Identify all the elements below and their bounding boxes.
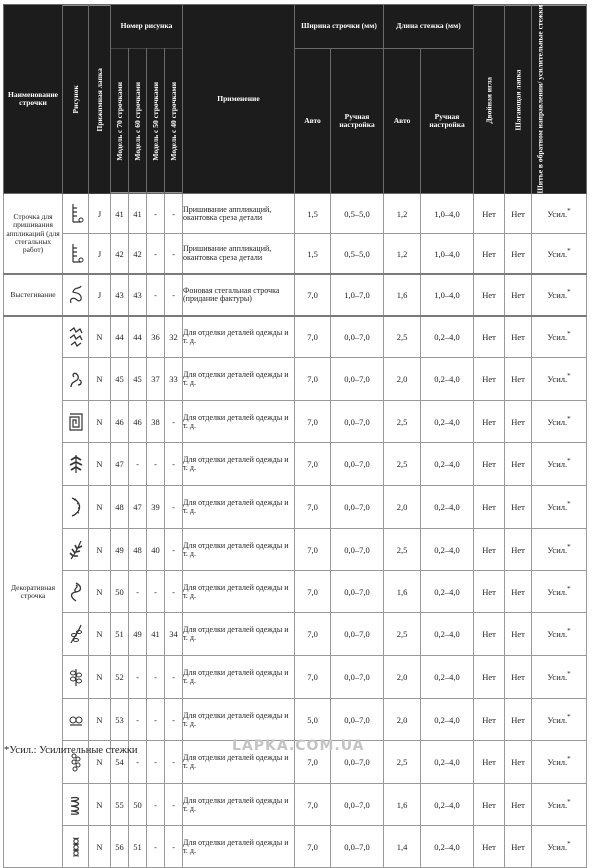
reinforce-cell — [532, 784, 587, 826]
width-auto-cell: 7,0 — [295, 274, 331, 316]
application-cell: Для отделки деталей одежды и т. д. — [183, 571, 295, 613]
header-model50: Модель с 50 строчками — [147, 48, 165, 194]
twin-needle-cell: Нет — [474, 656, 505, 699]
width-auto-cell: 7,0 — [295, 826, 331, 868]
width-auto-cell: 1,5 — [295, 194, 331, 234]
model40-cell: - — [165, 529, 183, 571]
width-manual-cell: 0,0–7,0 — [331, 826, 384, 868]
reinforce-text: Усил. — [547, 248, 568, 259]
asterisk-mark: * — [567, 670, 571, 679]
reinforce-text: Усил. — [547, 799, 568, 810]
application-cell: Для отделки деталей одежды и т. д. — [183, 826, 295, 868]
asterisk-mark: * — [567, 713, 571, 722]
model50-cell: - — [147, 443, 165, 486]
header-length-group: Длина стежка (мм) — [384, 5, 474, 49]
twin-needle-cell: Нет — [474, 358, 505, 401]
model70-cell: 41 — [111, 194, 129, 234]
width-auto-cell: 1,5 — [295, 234, 331, 274]
twin-needle-cell: Нет — [474, 699, 505, 741]
length-manual-cell: 0,2–4,0 — [421, 529, 474, 571]
stitch-row — [4, 699, 587, 741]
width-manual-cell: 0,5–5,0 — [331, 234, 384, 274]
model40-cell: - — [165, 826, 183, 868]
reinforce-cell — [532, 741, 587, 784]
model50-cell: - — [147, 699, 165, 741]
model70-cell: 43 — [111, 274, 129, 316]
length-auto-cell: 2,5 — [384, 443, 421, 486]
header-name: Наименование строчки — [4, 5, 63, 194]
model70-cell: 54 — [111, 741, 129, 784]
walking-foot-cell: Нет — [505, 529, 532, 571]
stitch-row — [4, 443, 587, 486]
group-quilting: Выстегивание — [4, 274, 63, 316]
length-auto-cell: 2,0 — [384, 486, 421, 529]
model70-cell: 45 — [111, 358, 129, 401]
stipple-stitch-icon — [63, 274, 89, 316]
length-manual-cell: 1,0–4,0 — [421, 234, 474, 274]
length-manual-cell: 0,2–4,0 — [421, 656, 474, 699]
asterisk-mark: * — [567, 798, 571, 807]
walking-foot-cell: Нет — [505, 316, 532, 358]
application-cell: Для отделки деталей одежды и т. д. — [183, 784, 295, 826]
header-foot: Прижимная лапка — [89, 5, 111, 194]
stitch-row — [4, 571, 587, 613]
header-width-manual: Ручная настройка — [331, 48, 384, 194]
model70-cell: 55 — [111, 784, 129, 826]
reinforce-text: Усил. — [547, 672, 568, 683]
walking-foot-cell: Нет — [505, 274, 532, 316]
model60-cell: 46 — [129, 401, 147, 443]
length-auto-cell: 2,5 — [384, 401, 421, 443]
vine-pattern-icon — [63, 613, 89, 656]
asterisk-mark: * — [567, 627, 571, 636]
header-model40: Модель с 40 строчками — [165, 48, 183, 194]
twin-needle-cell: Нет — [474, 316, 505, 358]
model70-cell: 56 — [111, 826, 129, 868]
model50-cell: - — [147, 194, 165, 234]
length-auto-cell: 1,6 — [384, 274, 421, 316]
model70-cell: 53 — [111, 699, 129, 741]
width-manual-cell: 1,0–7,0 — [331, 274, 384, 316]
twin-needle-cell: Нет — [474, 529, 505, 571]
width-manual-cell: 0,0–7,0 — [331, 741, 384, 784]
length-auto-cell: 2,5 — [384, 316, 421, 358]
stitch-row — [4, 784, 587, 826]
width-auto-cell: 7,0 — [295, 656, 331, 699]
applique-stitch-icon — [63, 194, 89, 234]
width-auto-cell: 7,0 — [295, 529, 331, 571]
asterisk-mark: * — [567, 330, 571, 339]
stitch-row — [4, 401, 587, 443]
length-auto-cell: 2,5 — [384, 613, 421, 656]
reinforce-cell — [532, 234, 587, 274]
feather-pattern-icon — [63, 443, 89, 486]
reinforce-cell — [532, 656, 587, 699]
foot-cell: N — [89, 316, 111, 358]
width-manual-cell: 0,0–7,0 — [331, 699, 384, 741]
length-manual-cell: 1,0–4,0 — [421, 274, 474, 316]
foot-cell: N — [89, 571, 111, 613]
model60-cell: - — [129, 741, 147, 784]
asterisk-mark: * — [567, 415, 571, 424]
model50-cell: - — [147, 784, 165, 826]
reinforce-cell — [532, 274, 587, 316]
twin-needle-cell: Нет — [474, 486, 505, 529]
model50-cell: - — [147, 571, 165, 613]
model70-cell: 48 — [111, 486, 129, 529]
foot-cell: N — [89, 443, 111, 486]
width-manual-cell: 0,0–7,0 — [331, 316, 384, 358]
model50-cell: 36 — [147, 316, 165, 358]
reinforce-text: Усил. — [547, 502, 568, 513]
header-model70: Модель с 70 строчками — [111, 48, 129, 194]
asterisk-mark: * — [567, 288, 571, 297]
model70-cell: 44 — [111, 316, 129, 358]
model60-cell: - — [129, 443, 147, 486]
application-cell: Для отделки деталей одежды и т. д. — [183, 699, 295, 741]
walking-foot-cell: Нет — [505, 656, 532, 699]
twin-needle-cell: Нет — [474, 571, 505, 613]
reinforce-cell — [532, 486, 587, 529]
header-walking-foot: Шагающая лапка — [505, 5, 532, 194]
width-manual-cell: 0,0–7,0 — [331, 358, 384, 401]
reinforce-text: Усил. — [547, 629, 568, 640]
header-application: Применение — [183, 5, 295, 194]
walking-foot-cell: Нет — [505, 699, 532, 741]
model40-cell: - — [165, 656, 183, 699]
width-manual-cell: 0,0–7,0 — [331, 613, 384, 656]
header-reinforce: Шитье в обратном направлении/ усилительные стежки — [532, 5, 587, 194]
reinforce-cell — [532, 443, 587, 486]
application-cell: Пришивание аппликаций, окантовка среза детали — [183, 234, 295, 274]
model60-cell: 43 — [129, 274, 147, 316]
application-cell: Для отделки деталей одежды и т. д. — [183, 656, 295, 699]
twin-needle-cell: Нет — [474, 234, 505, 274]
footnote: *Усил.: Усилительные стежки — [4, 745, 138, 756]
asterisk-mark: * — [567, 457, 571, 466]
application-cell: Для отделки деталей одежды и т. д. — [183, 613, 295, 656]
model40-cell: 33 — [165, 358, 183, 401]
model70-cell: 51 — [111, 613, 129, 656]
group-applique: Строчка для пришивания аппликаций (для стегальных работ) — [4, 194, 63, 274]
reinforce-text: Усил. — [547, 289, 568, 300]
twin-needle-cell: Нет — [474, 443, 505, 486]
model50-cell: 37 — [147, 358, 165, 401]
foot-cell: N — [89, 741, 111, 784]
curl-pattern-icon — [63, 358, 89, 401]
application-cell: Для отделки деталей одежды и т. д. — [183, 358, 295, 401]
stitch-row — [4, 316, 587, 358]
reinforce-text: Усил. — [547, 544, 568, 555]
stitch-row — [4, 613, 587, 656]
model70-cell: 46 — [111, 401, 129, 443]
applique-stitch-icon — [63, 234, 89, 274]
width-auto-cell: 5,0 — [295, 699, 331, 741]
header-model60: Модель с 60 строчками — [129, 48, 147, 194]
asterisk-mark: * — [567, 755, 571, 764]
model60-cell: 49 — [129, 613, 147, 656]
width-manual-cell: 0,0–7,0 — [331, 443, 384, 486]
width-manual-cell: 0,5–5,0 — [331, 194, 384, 234]
greek-key-pattern-icon — [63, 401, 89, 443]
foot-cell: N — [89, 358, 111, 401]
reinforce-cell — [532, 401, 587, 443]
walking-foot-cell: Нет — [505, 784, 532, 826]
application-cell: Фоновая стегальная строчка (придание фактуры) — [183, 274, 295, 316]
width-manual-cell: 0,0–7,0 — [331, 486, 384, 529]
twin-needle-cell: Нет — [474, 274, 505, 316]
header-width-auto: Авто — [295, 48, 331, 194]
model60-cell: - — [129, 699, 147, 741]
twin-needle-cell: Нет — [474, 194, 505, 234]
wheat-pattern-icon — [63, 656, 89, 699]
arc-pattern-icon — [63, 486, 89, 529]
width-manual-cell: 0,0–7,0 — [331, 784, 384, 826]
length-auto-cell: 2,5 — [384, 741, 421, 784]
header-twin-needle: Двойная игла — [474, 5, 505, 194]
width-auto-cell: 7,0 — [295, 486, 331, 529]
reinforce-text: Усил. — [547, 586, 568, 597]
model40-cell: - — [165, 784, 183, 826]
model60-cell: 51 — [129, 826, 147, 868]
model40-cell: - — [165, 486, 183, 529]
length-auto-cell: 2,5 — [384, 529, 421, 571]
application-cell: Пришивание аппликаций, окантовка среза детали — [183, 194, 295, 234]
model50-cell: - — [147, 656, 165, 699]
model60-cell: 44 — [129, 316, 147, 358]
walking-foot-cell: Нет — [505, 401, 532, 443]
model40-cell: - — [165, 194, 183, 234]
width-auto-cell: 7,0 — [295, 443, 331, 486]
model70-cell: 42 — [111, 234, 129, 274]
length-manual-cell: 0,2–4,0 — [421, 316, 474, 358]
model50-cell: - — [147, 826, 165, 868]
watermark: LAPKA.COM.UA — [232, 738, 365, 754]
width-manual-cell: 0,0–7,0 — [331, 401, 384, 443]
length-auto-cell: 2,0 — [384, 699, 421, 741]
header-width-group: Ширина строчки (мм) — [295, 5, 384, 49]
reinforce-cell — [532, 571, 587, 613]
length-manual-cell: 0,2–4,0 — [421, 401, 474, 443]
foot-cell: N — [89, 826, 111, 868]
twin-needle-cell: Нет — [474, 741, 505, 784]
length-manual-cell: 0,2–4,0 — [421, 784, 474, 826]
model40-cell: 32 — [165, 316, 183, 358]
model70-cell: 47 — [111, 443, 129, 486]
reinforce-text: Усил. — [547, 459, 568, 470]
length-auto-cell: 1,6 — [384, 571, 421, 613]
reinforce-text: Усил. — [547, 416, 568, 427]
width-auto-cell: 7,0 — [295, 613, 331, 656]
walking-foot-cell: Нет — [505, 826, 532, 868]
length-manual-cell: 0,2–4,0 — [421, 443, 474, 486]
application-cell: Для отделки деталей одежды и т. д. — [183, 316, 295, 358]
model50-cell: 40 — [147, 529, 165, 571]
twin-needle-cell: Нет — [474, 826, 505, 868]
model40-cell: 34 — [165, 613, 183, 656]
width-auto-cell: 7,0 — [295, 571, 331, 613]
header-pattern: Рисунок — [63, 5, 89, 194]
length-manual-cell: 0,2–4,0 — [421, 613, 474, 656]
walking-foot-cell: Нет — [505, 571, 532, 613]
asterisk-mark: * — [567, 207, 571, 216]
stitch-row — [4, 358, 587, 401]
application-cell: Для отделки деталей одежды и т. д. — [183, 486, 295, 529]
application-cell: Для отделки деталей одежды и т. д. — [183, 529, 295, 571]
model60-cell: 41 — [129, 194, 147, 234]
length-manual-cell: 0,2–4,0 — [421, 826, 474, 868]
length-manual-cell: 0,2–4,0 — [421, 358, 474, 401]
reinforce-text: Усил. — [547, 374, 568, 385]
asterisk-mark: * — [567, 372, 571, 381]
foot-cell: N — [89, 401, 111, 443]
reinforce-cell — [532, 826, 587, 868]
model50-cell: - — [147, 234, 165, 274]
reinforce-cell — [532, 529, 587, 571]
model50-cell: 41 — [147, 613, 165, 656]
width-manual-cell: 0,0–7,0 — [331, 529, 384, 571]
double-loop-pattern-icon — [63, 826, 89, 868]
walking-foot-cell: Нет — [505, 741, 532, 784]
walking-foot-cell: Нет — [505, 443, 532, 486]
model50-cell: 39 — [147, 486, 165, 529]
walking-foot-cell: Нет — [505, 613, 532, 656]
twin-needle-cell: Нет — [474, 401, 505, 443]
foot-cell: N — [89, 784, 111, 826]
length-auto-cell: 2,0 — [384, 656, 421, 699]
model70-cell: 52 — [111, 656, 129, 699]
scroll-pattern-icon — [63, 699, 89, 741]
model40-cell: - — [165, 571, 183, 613]
model60-cell: 50 — [129, 784, 147, 826]
model40-cell: - — [165, 741, 183, 784]
length-auto-cell: 1,6 — [384, 784, 421, 826]
length-manual-cell: 0,2–4,0 — [421, 571, 474, 613]
foot-cell: N — [89, 656, 111, 699]
model60-cell: 42 — [129, 234, 147, 274]
length-manual-cell: 1,0–4,0 — [421, 194, 474, 234]
model70-cell: 49 — [111, 529, 129, 571]
model40-cell: - — [165, 274, 183, 316]
reinforce-text: Усил. — [547, 757, 568, 768]
foot-cell: J — [89, 234, 111, 274]
width-auto-cell: 7,0 — [295, 741, 331, 784]
group-decorative: Декоративная строчка — [4, 316, 63, 868]
reinforce-cell — [532, 699, 587, 741]
width-auto-cell: 7,0 — [295, 401, 331, 443]
model50-cell: - — [147, 274, 165, 316]
width-manual-cell: 0,0–7,0 — [331, 571, 384, 613]
foot-cell: N — [89, 486, 111, 529]
reinforce-cell — [532, 358, 587, 401]
model40-cell: - — [165, 234, 183, 274]
width-auto-cell: 7,0 — [295, 358, 331, 401]
foot-cell: N — [89, 699, 111, 741]
model60-cell: 45 — [129, 358, 147, 401]
twin-needle-cell: Нет — [474, 784, 505, 826]
foot-cell: N — [89, 529, 111, 571]
walking-foot-cell: Нет — [505, 234, 532, 274]
length-auto-cell: 1,2 — [384, 194, 421, 234]
stitch-row — [4, 274, 587, 316]
length-auto-cell: 1,4 — [384, 826, 421, 868]
length-manual-cell: 0,2–4,0 — [421, 741, 474, 784]
coil-pattern-icon — [63, 784, 89, 826]
model70-cell: 50 — [111, 571, 129, 613]
application-cell: Для отделки деталей одежды и т. д. — [183, 741, 295, 784]
reinforce-cell — [532, 194, 587, 234]
model60-cell: - — [129, 656, 147, 699]
walking-foot-cell: Нет — [505, 486, 532, 529]
stitch-row — [4, 656, 587, 699]
length-auto-cell: 1,2 — [384, 234, 421, 274]
foot-cell: N — [89, 613, 111, 656]
model60-cell: 47 — [129, 486, 147, 529]
leaf-pattern-icon — [63, 316, 89, 358]
model40-cell: - — [165, 443, 183, 486]
length-manual-cell: 0,2–4,0 — [421, 699, 474, 741]
header-length-manual: Ручная настройка — [421, 48, 474, 194]
stitch-row — [4, 486, 587, 529]
application-cell: Для отделки деталей одежды и т. д. — [183, 401, 295, 443]
stitch-row — [4, 529, 587, 571]
model40-cell: - — [165, 699, 183, 741]
stitch-row — [4, 826, 587, 868]
asterisk-mark: * — [567, 543, 571, 552]
foot-cell: J — [89, 194, 111, 234]
loop-pattern-icon — [63, 571, 89, 613]
asterisk-mark: * — [567, 246, 571, 255]
model60-cell: - — [129, 571, 147, 613]
width-manual-cell: 0,0–7,0 — [331, 656, 384, 699]
fern-pattern-icon — [63, 529, 89, 571]
application-cell: Для отделки деталей одежды и т. д. — [183, 443, 295, 486]
reinforce-cell — [532, 613, 587, 656]
model40-cell: - — [165, 401, 183, 443]
asterisk-mark: * — [567, 500, 571, 509]
reinforce-text: Усил. — [547, 841, 568, 852]
width-auto-cell: 7,0 — [295, 316, 331, 358]
length-auto-cell: 2,0 — [384, 358, 421, 401]
foot-cell: J — [89, 274, 111, 316]
reinforce-text: Усил. — [547, 208, 568, 219]
model60-cell: 48 — [129, 529, 147, 571]
length-manual-cell: 0,2–4,0 — [421, 486, 474, 529]
reinforce-cell — [532, 316, 587, 358]
reinforce-text: Усил. — [547, 714, 568, 725]
walking-foot-cell: Нет — [505, 194, 532, 234]
asterisk-mark: * — [567, 585, 571, 594]
stitch-row — [4, 194, 587, 234]
header-model-group: Номер рисунка — [111, 5, 183, 49]
walking-foot-cell: Нет — [505, 358, 532, 401]
stitch-row — [4, 234, 587, 274]
model50-cell: 38 — [147, 401, 165, 443]
header-length-auto: Авто — [384, 48, 421, 194]
twin-needle-cell: Нет — [474, 613, 505, 656]
width-auto-cell: 7,0 — [295, 784, 331, 826]
model50-cell: - — [147, 741, 165, 784]
asterisk-mark: * — [567, 840, 571, 849]
reinforce-text: Усил. — [547, 332, 568, 343]
